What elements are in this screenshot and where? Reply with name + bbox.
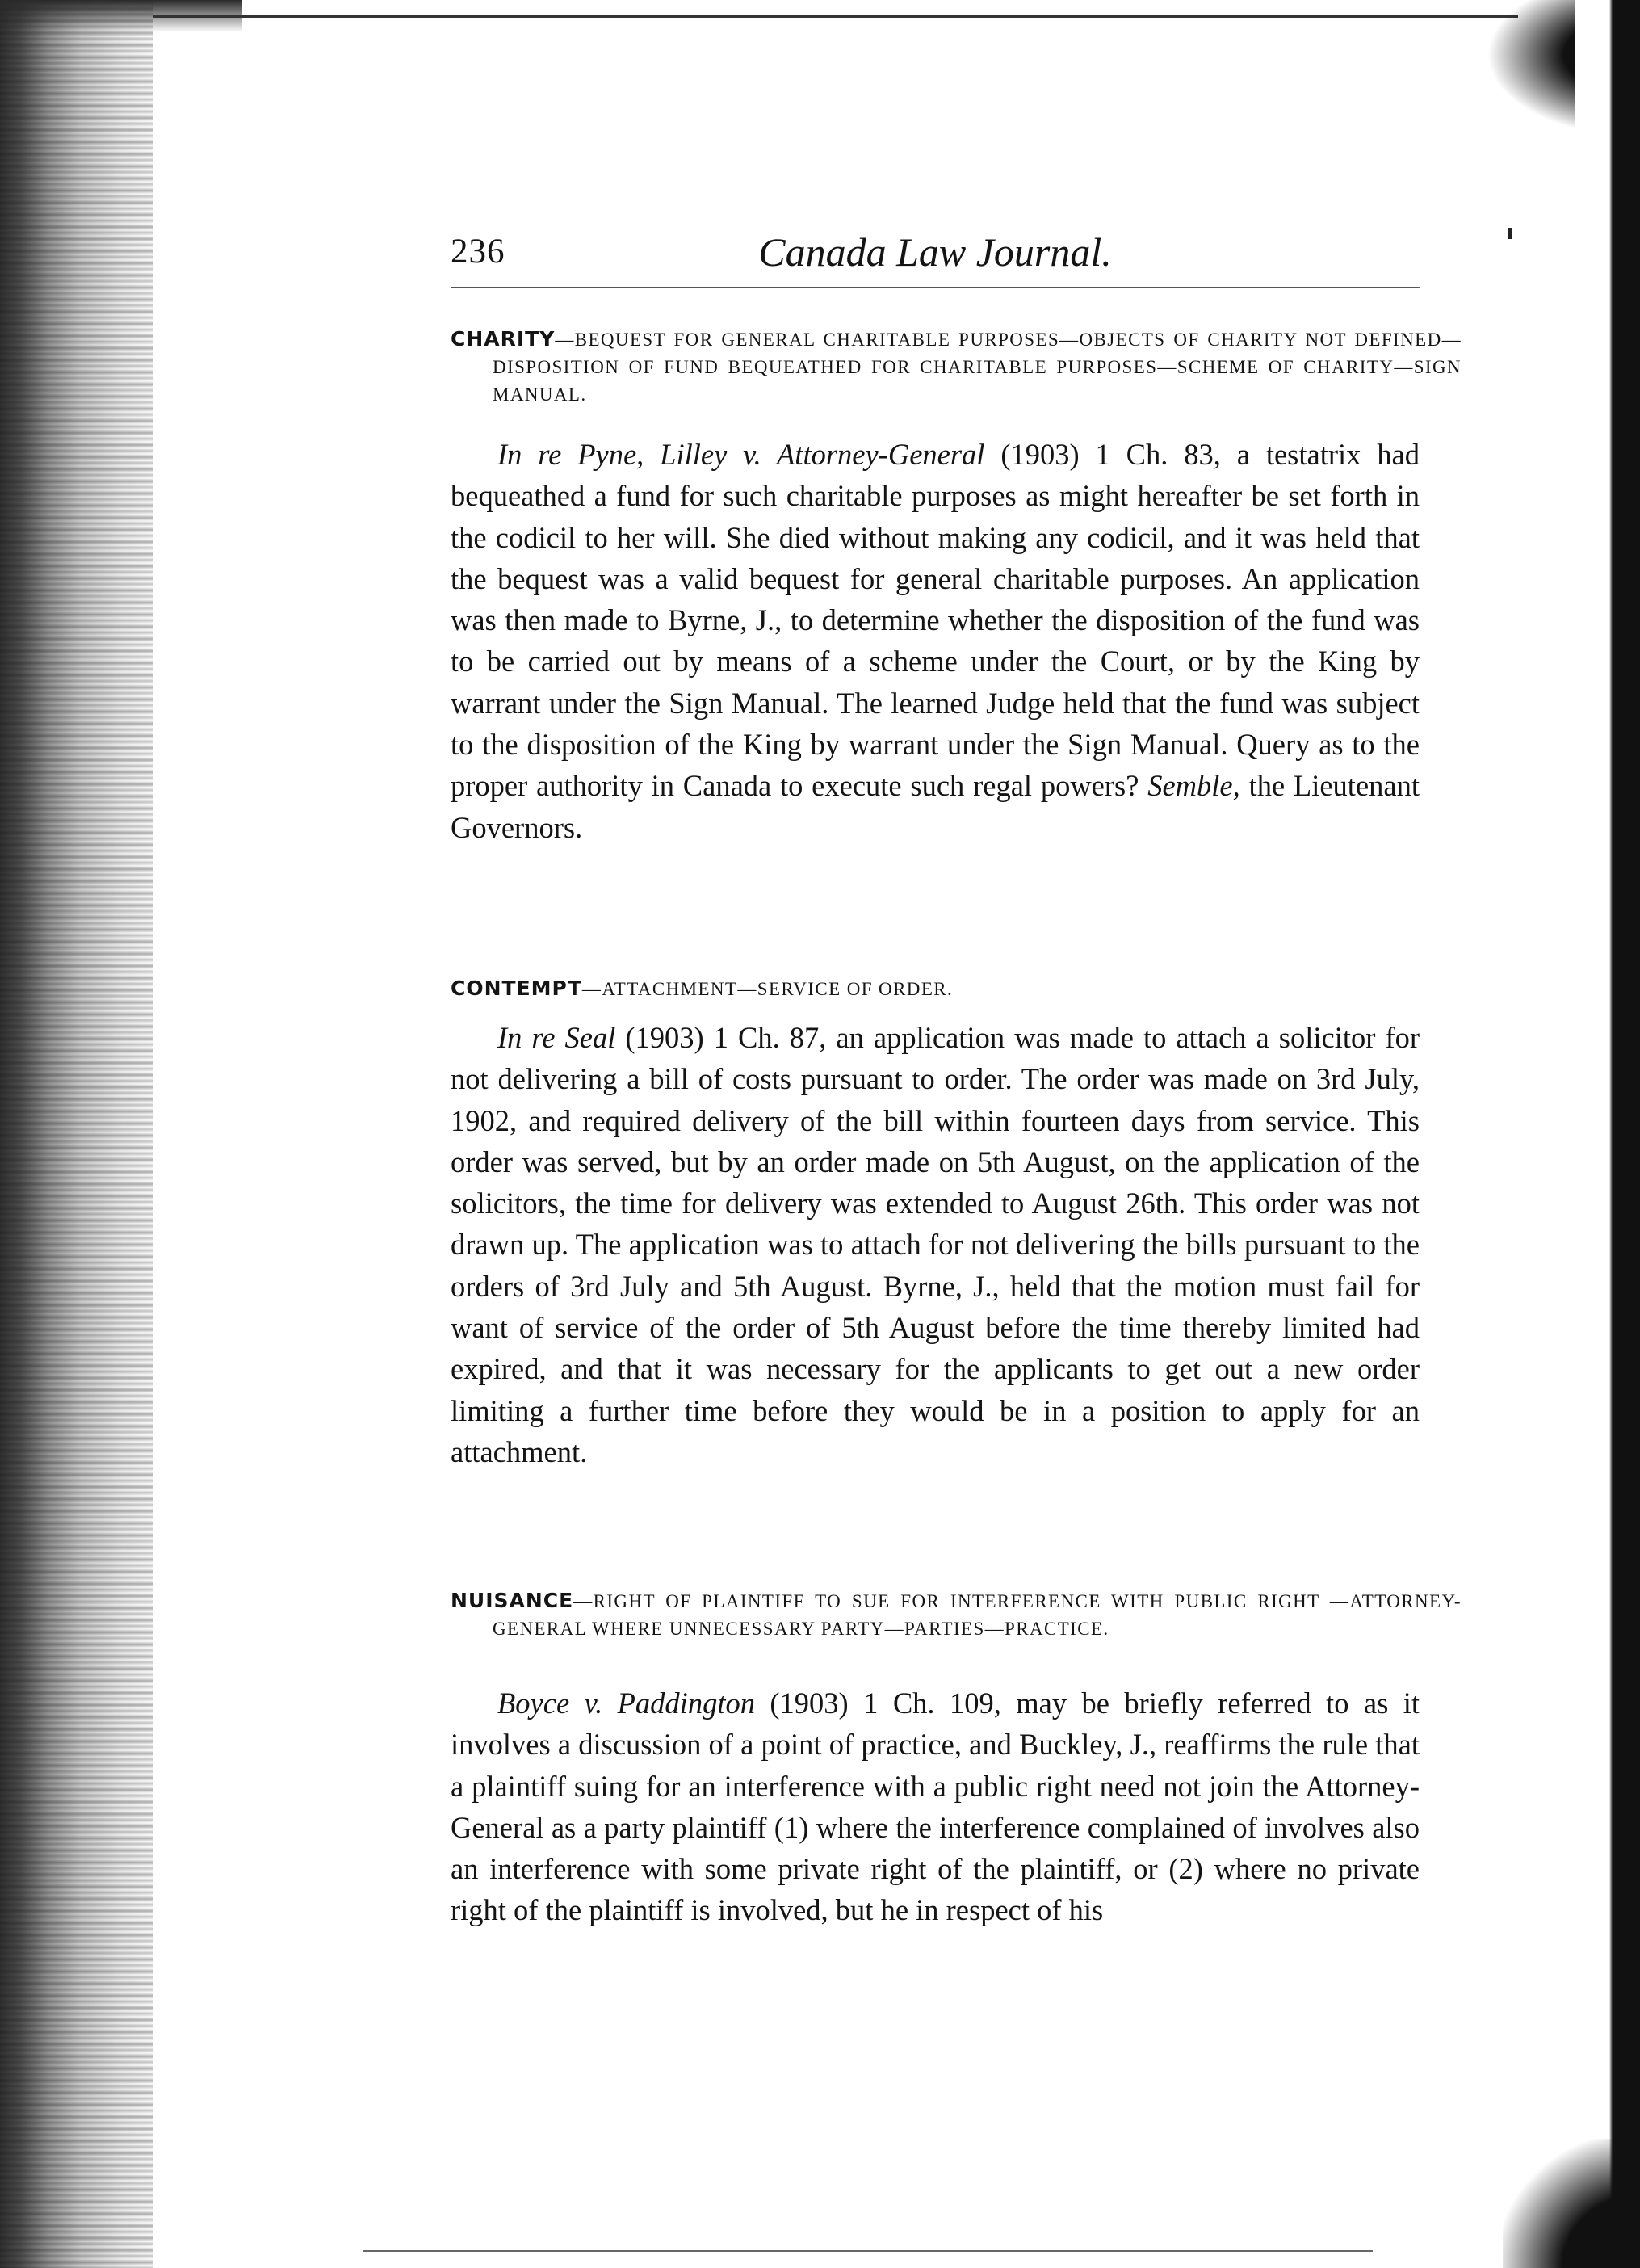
closing-text: the Lieutenant Governors. <box>451 769 1420 844</box>
scan-edge-top <box>153 15 1518 18</box>
headnote-contempt <box>451 975 1462 1003</box>
headnote-nuisance <box>451 1587 1462 1643</box>
case-body: an application was made to attach a solicitor for not delivering a bill of costs pursuant to order. The order was made on 3rd July, 1902, and required delivery of the bill within fourteen days from service. This order was served, but by an order made on 5th August, on the application of the solicitors, the time for delivery was extended to August 26th. This order was not drawn up. The application was to attach for not delivering the bills pursuant to the orders of 3rd July and 5th August. Byrne, J., held that the motion must fail for want of service of the order of 5th August before the time thereby limited had expired, and that it was necessary for the applicants to get out a new order limiting a further time before they would be in a position to apply for an attachment. <box>451 1021 1420 1468</box>
scan-edge-bottom-right <box>1503 2139 1640 2268</box>
scan-edge-bottom <box>363 2250 1373 2252</box>
case-name: In re Seal <box>497 1021 616 1054</box>
case-body: a testatrix had bequeathed a fund for such charitable purposes as might hereafter be set forth in the codicil to her will. She died without making any codicil, and it was held that the bequest was a valid bequest for general charitable purposes. An application was then made to Byrne, J., to determine whether the disposition of the fund was to be carried out by means of a scheme under the Court, or by the King by warrant under the Sign Manual. The learned Judge held that the fund was subject to the disposition of the King by warrant under the Sign Manual. Query as to the proper authority in Canada to execute such regal powers? <box>451 438 1420 803</box>
headnote-keyword: CHARITY <box>451 327 556 351</box>
case-citation: (1903) 1 Ch. 109, <box>754 1686 1017 1720</box>
headnote-charity <box>451 326 1462 409</box>
case-paragraph-contempt <box>451 1017 1420 1472</box>
case-name: Boyce v. Paddington <box>497 1686 755 1720</box>
closing-italic: Semble, <box>1147 769 1240 803</box>
case-paragraph-nuisance <box>451 1682 1420 1931</box>
page-number: 236 <box>451 233 505 271</box>
headnote-keyword: NUISANCE <box>451 1589 574 1612</box>
journal-page <box>451 222 1462 1927</box>
binding-shadow-right <box>1575 0 1640 2268</box>
binding-shadow-left <box>0 0 153 2268</box>
header-rule <box>451 287 1420 288</box>
case-name: In re Pyne, Lilley v. Attorney-General <box>497 438 985 471</box>
case-citation: (1903) 1 Ch. 87, <box>615 1021 837 1054</box>
scan-speck <box>1508 228 1512 239</box>
case-paragraph-charity <box>451 434 1420 848</box>
headnote-keyword: CONTEMPT <box>451 976 582 1000</box>
case-citation: (1903) 1 Ch. 83, <box>984 438 1237 471</box>
headnote-subheads: —ATTACHMENT—SERVICE OF ORDER. <box>581 979 954 999</box>
headnote-subheads: —RIGHT OF PLAINTIFF TO SUE FOR INTERFERENCE WITH PUBLIC RIGHT —ATTORNEY-GENERAL WHERE UNNECESSARY PARTY—PARTIES—PRACTICE. <box>493 1591 1462 1639</box>
case-body: may be briefly referred to as it involves a discussion of a point of practice, and Buckley, J., reaffirms the rule that a plaintiff suing for an interference with a public right need not join the Attorney-General as a party plaintiff (1) where the interference complained of involves also an interference with some private right of the plaintiff, or (2) where no private right of the plaintiff is involved, but he in respect of his <box>451 1686 1420 1927</box>
running-header <box>451 222 1420 280</box>
headnote-subheads: —BEQUEST FOR GENERAL CHARITABLE PURPOSES—OBJECTS OF CHARITY NOT DEFINED—DISPOSITION OF FUND BEQUEATHED FOR CHARITABLE PURPOSES—SCHEME OF CHARITY—SIGN MANUAL. <box>493 330 1462 405</box>
journal-title: Canada Law Journal. <box>758 229 1112 275</box>
